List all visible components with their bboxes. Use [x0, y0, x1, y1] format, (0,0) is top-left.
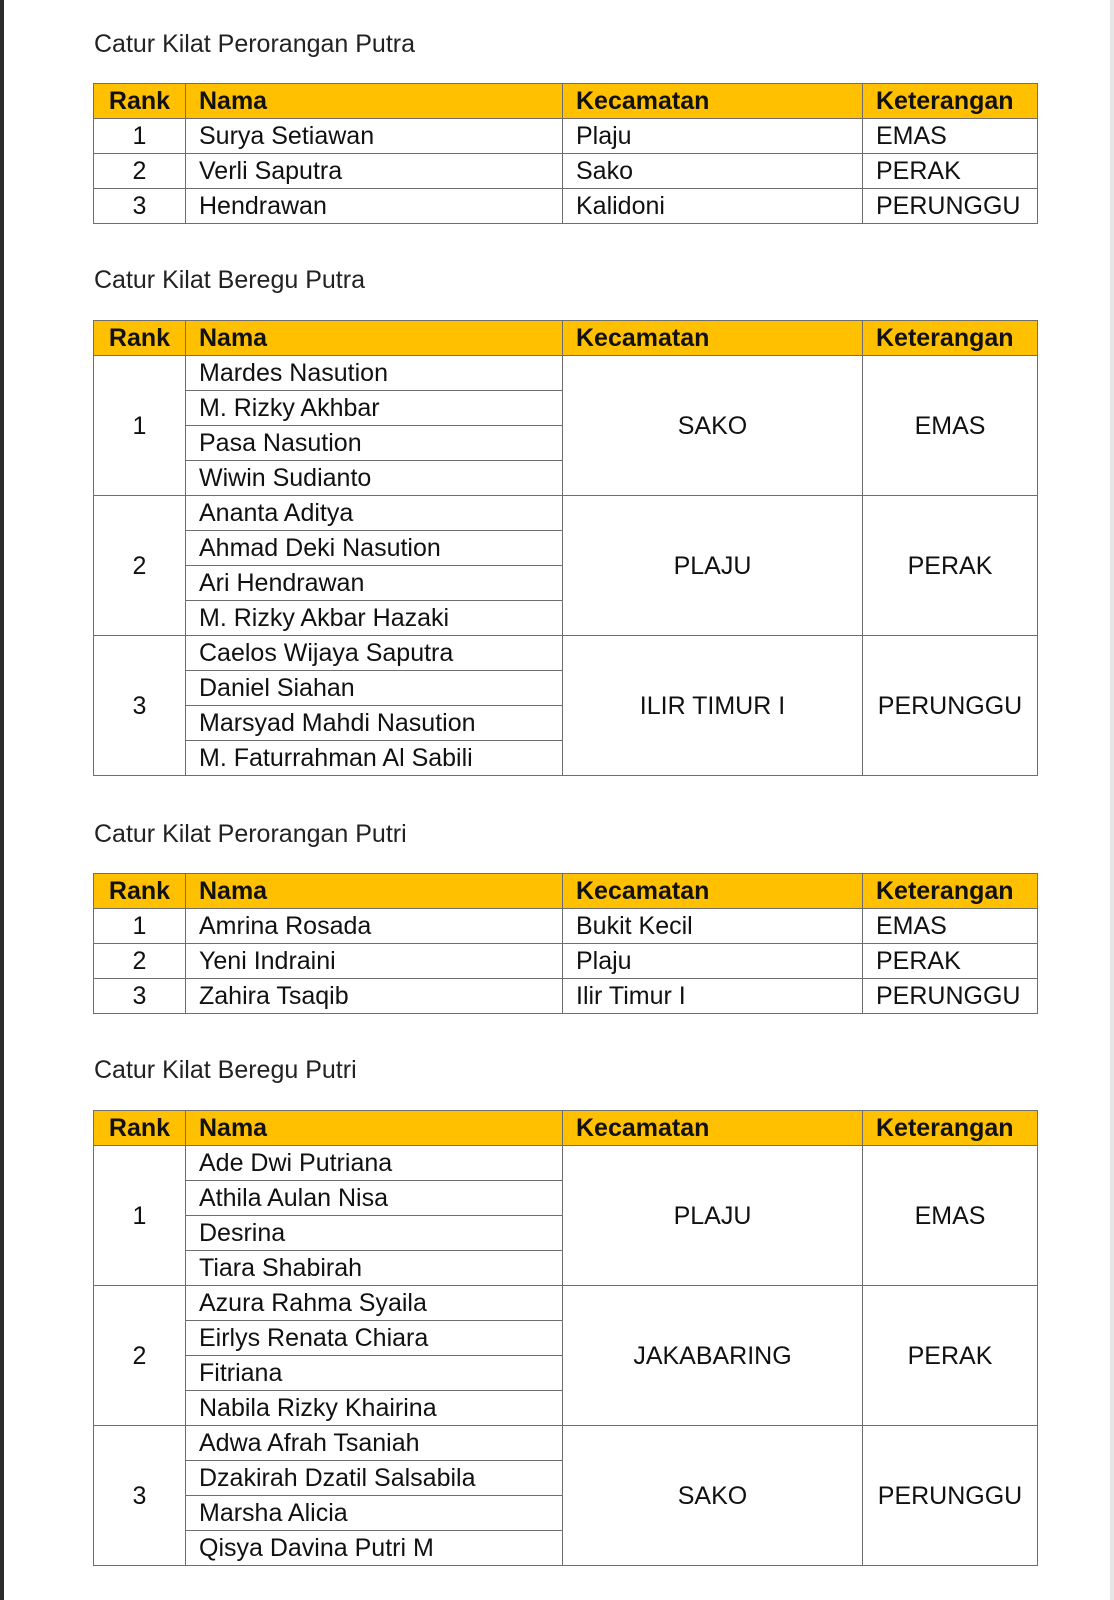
header-nama: Nama — [186, 1111, 563, 1146]
cell-nama: Fitriana — [186, 1356, 563, 1391]
cell-rank: 3 — [94, 636, 186, 776]
cell-kecamatan: Kalidoni — [563, 189, 863, 224]
cell-keterangan: EMAS — [863, 1146, 1038, 1286]
cell-keterangan: PERAK — [863, 944, 1038, 979]
table-row — [94, 119, 1038, 154]
cell-nama: M. Faturrahman Al Sabili — [186, 741, 563, 776]
cell-keterangan: PERAK — [863, 154, 1038, 189]
cell-nama: Marsha Alicia — [186, 1496, 563, 1531]
cell-nama: M. Rizky Akbar Hazaki — [186, 601, 563, 636]
cell-keterangan: PERAK — [863, 1286, 1038, 1426]
table-perorangan-putri — [93, 873, 1038, 1014]
cell-keterangan: EMAS — [863, 356, 1038, 496]
cell-keterangan: PERUNGGU — [863, 1426, 1038, 1566]
cell-nama: Zahira Tsaqib — [186, 979, 563, 1014]
header-nama: Nama — [186, 84, 563, 119]
cell-nama: Hendrawan — [186, 189, 563, 224]
header-rank: Rank — [94, 321, 186, 356]
cell-kecamatan: SAKO — [563, 356, 863, 496]
cell-kecamatan: Bukit Kecil — [563, 909, 863, 944]
page-left-edge — [0, 0, 4, 1600]
header-keterangan: Keterangan — [863, 321, 1038, 356]
cell-nama: Marsyad Mahdi Nasution — [186, 706, 563, 741]
cell-nama: Athila Aulan Nisa — [186, 1181, 563, 1216]
cell-kecamatan: Plaju — [563, 944, 863, 979]
page-right-edge — [1110, 0, 1114, 1600]
section-title-beregu-putra: Catur Kilat Beregu Putra — [94, 266, 365, 294]
cell-nama: Amrina Rosada — [186, 909, 563, 944]
table-row — [94, 154, 1038, 189]
table-row — [94, 979, 1038, 1014]
cell-nama: Ari Hendrawan — [186, 566, 563, 601]
table-perorangan-putra — [93, 83, 1038, 224]
header-kecamatan: Kecamatan — [563, 321, 863, 356]
cell-nama: Ahmad Deki Nasution — [186, 531, 563, 566]
cell-keterangan: EMAS — [863, 119, 1038, 154]
cell-nama: Mardes Nasution — [186, 356, 563, 391]
table-row — [94, 496, 1038, 531]
cell-kecamatan: PLAJU — [563, 1146, 863, 1286]
header-keterangan: Keterangan — [863, 874, 1038, 909]
cell-rank: 3 — [94, 189, 186, 224]
cell-rank: 1 — [94, 119, 186, 154]
header-keterangan: Keterangan — [863, 1111, 1038, 1146]
table-row — [94, 1426, 1038, 1461]
cell-nama: Wiwin Sudianto — [186, 461, 563, 496]
cell-rank: 2 — [94, 1286, 186, 1426]
cell-keterangan: EMAS — [863, 909, 1038, 944]
section-title-beregu-putri: Catur Kilat Beregu Putri — [94, 1056, 357, 1084]
header-rank: Rank — [94, 874, 186, 909]
header-kecamatan: Kecamatan — [563, 1111, 863, 1146]
cell-kecamatan: Plaju — [563, 119, 863, 154]
header-row — [94, 874, 1038, 909]
cell-kecamatan: Ilir Timur I — [563, 979, 863, 1014]
cell-keterangan: PERUNGGU — [863, 189, 1038, 224]
table-beregu-putri — [93, 1110, 1038, 1566]
cell-kecamatan: PLAJU — [563, 496, 863, 636]
section-title-perorangan-putri: Catur Kilat Perorangan Putri — [94, 820, 407, 848]
table-row — [94, 944, 1038, 979]
table-row — [94, 189, 1038, 224]
table-row — [94, 356, 1038, 391]
cell-nama: Verli Saputra — [186, 154, 563, 189]
cell-nama: Ananta Aditya — [186, 496, 563, 531]
table-row — [94, 1286, 1038, 1321]
header-kecamatan: Kecamatan — [563, 874, 863, 909]
cell-rank: 1 — [94, 356, 186, 496]
header-nama: Nama — [186, 874, 563, 909]
cell-kecamatan: SAKO — [563, 1426, 863, 1566]
cell-keterangan: PERUNGGU — [863, 636, 1038, 776]
header-row — [94, 321, 1038, 356]
cell-nama: Surya Setiawan — [186, 119, 563, 154]
cell-kecamatan: Sako — [563, 154, 863, 189]
table-row — [94, 636, 1038, 671]
cell-rank: 2 — [94, 154, 186, 189]
header-keterangan: Keterangan — [863, 84, 1038, 119]
cell-nama: Eirlys Renata Chiara — [186, 1321, 563, 1356]
cell-nama: Adwa Afrah Tsaniah — [186, 1426, 563, 1461]
cell-nama: Qisya Davina Putri M — [186, 1531, 563, 1566]
cell-nama: Ade Dwi Putriana — [186, 1146, 563, 1181]
cell-nama: Caelos Wijaya Saputra — [186, 636, 563, 671]
cell-rank: 2 — [94, 496, 186, 636]
header-rank: Rank — [94, 1111, 186, 1146]
cell-nama: Dzakirah Dzatil Salsabila — [186, 1461, 563, 1496]
cell-nama: Tiara Shabirah — [186, 1251, 563, 1286]
cell-rank: 2 — [94, 944, 186, 979]
table-row — [94, 909, 1038, 944]
cell-nama: Nabila Rizky Khairina — [186, 1391, 563, 1426]
cell-nama: Pasa Nasution — [186, 426, 563, 461]
table-row — [94, 1146, 1038, 1181]
cell-nama: M. Rizky Akhbar — [186, 391, 563, 426]
cell-nama: Azura Rahma Syaila — [186, 1286, 563, 1321]
header-rank: Rank — [94, 84, 186, 119]
cell-keterangan: PERUNGGU — [863, 979, 1038, 1014]
header-row — [94, 1111, 1038, 1146]
section-title-perorangan-putra: Catur Kilat Perorangan Putra — [94, 30, 416, 58]
cell-nama: Desrina — [186, 1216, 563, 1251]
cell-keterangan: PERAK — [863, 496, 1038, 636]
cell-rank: 1 — [94, 909, 186, 944]
cell-rank: 3 — [94, 979, 186, 1014]
header-nama: Nama — [186, 321, 563, 356]
cell-kecamatan: JAKABARING — [563, 1286, 863, 1426]
header-kecamatan: Kecamatan — [563, 84, 863, 119]
header-row — [94, 84, 1038, 119]
cell-nama: Daniel Siahan — [186, 671, 563, 706]
table-beregu-putra — [93, 320, 1038, 776]
cell-kecamatan: ILIR TIMUR I — [563, 636, 863, 776]
cell-rank: 3 — [94, 1426, 186, 1566]
cell-nama: Yeni Indraini — [186, 944, 563, 979]
cell-rank: 1 — [94, 1146, 186, 1286]
